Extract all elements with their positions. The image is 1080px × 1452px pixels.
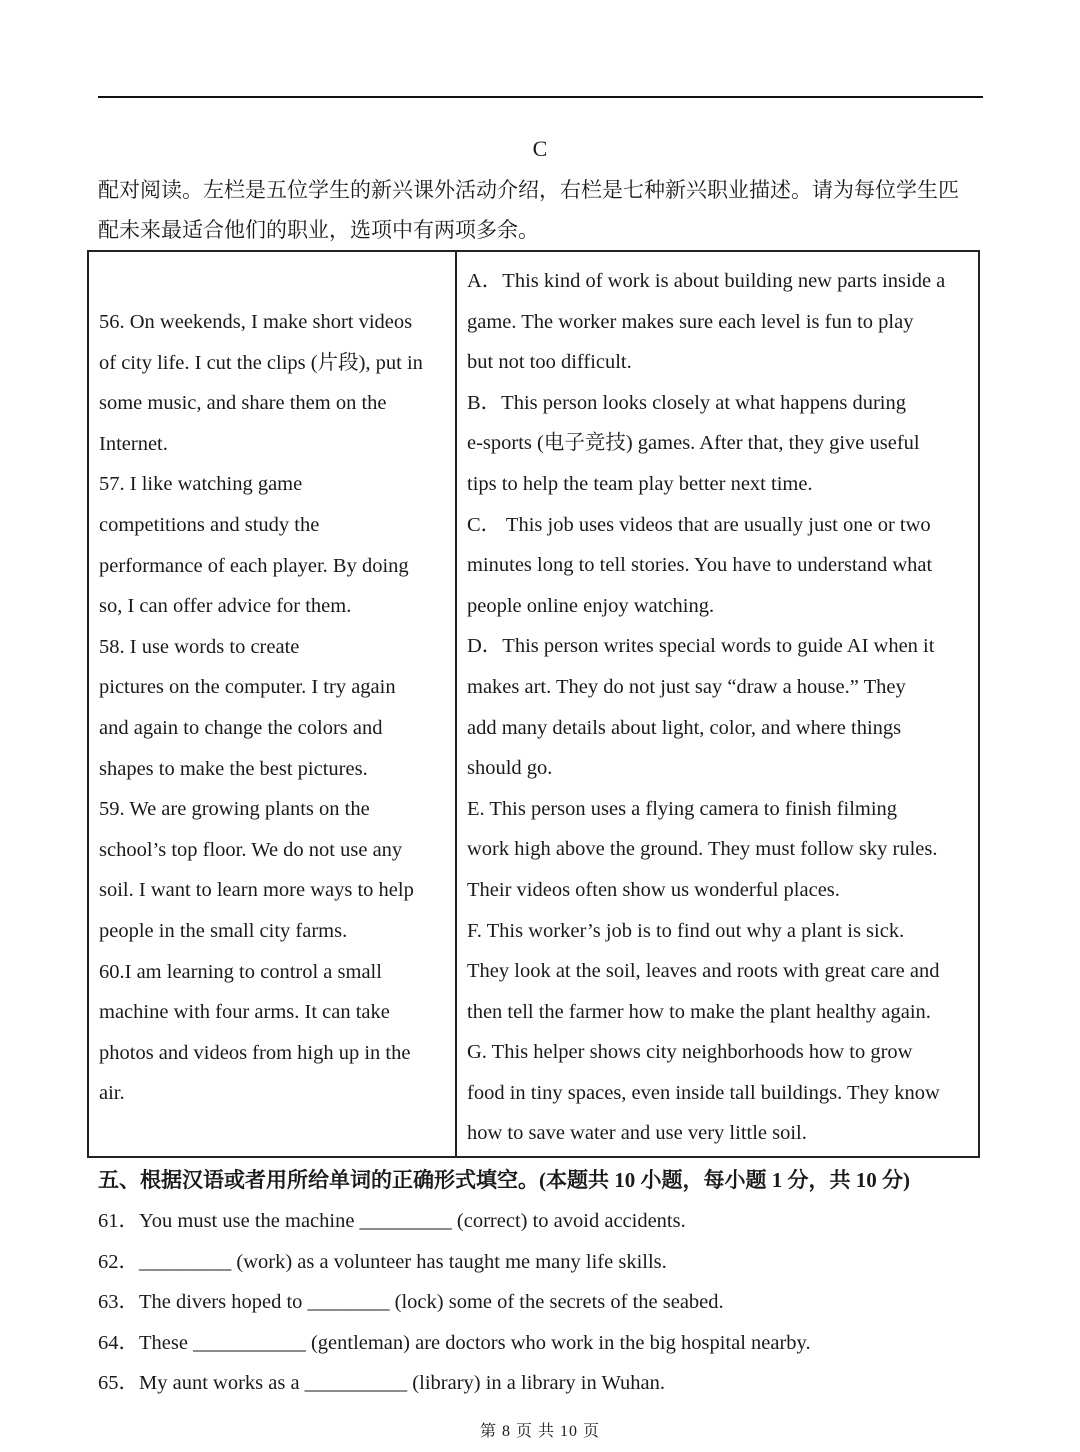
job-option-line: how to save water and use very little soil. [467,1122,807,1145]
student-descriptions-column [89,252,457,1156]
job-option-line: F. This worker’s job is to find out why a plant is sick. [467,919,905,942]
job-option-line: food in tiny spaces, even inside tall buildings. They know [467,1081,940,1104]
fill-item-63[interactable]: 63．The divers hoped to ________ (lock) some of the secrets of the seabed. [98,1291,724,1313]
job-option-line: B．This person looks closely at what happens during [467,391,906,414]
job-option-line: add many details about light, color, and where things [467,716,902,739]
job-option-line: A．This kind of work is about building new parts inside a [467,270,946,292]
job-option-line: makes art. They do not just say “draw a house.” They [467,675,906,698]
student-text-line: and again to change the colors and [99,716,383,739]
job-option-line: They look at the soil, leaves and roots with great care and [467,960,940,983]
fill-item-65[interactable]: 65．My aunt works as a __________ (library) in a library in Wuhan. [98,1372,665,1394]
matching-table [87,250,980,1158]
job-option-line: Their videos often show us wonderful places. [467,878,840,901]
fill-in-list [98,1201,811,1404]
student-text-line: competitions and study the [99,513,320,536]
job-option-line: D．This person writes special words to guide AI when it [467,635,935,658]
job-option-line: should go. [467,757,553,780]
student-text-line: of city life. I cut the clips (片段), put in [99,351,423,374]
student-text-line: so, I can offer advice for them. [99,595,352,618]
fill-section-heading: 五、根据汉语或者用所给单词的正确形式填空。(本题共 10 小题，每小题 1 分，共 10 分) [98,1168,910,1192]
fill-item-61[interactable]: 61．You must use the machine _________ (correct) to avoid accidents. [98,1210,686,1232]
job-option-line: but not too difficult. [467,351,632,374]
student-text-line: photos and videos from high up in the [99,1041,411,1064]
student-text-line: machine with four arms. It can take [99,1001,390,1024]
student-text-line: school’s top floor. We do not use any [99,838,403,861]
student-text-line: some music, and share them on the [99,392,387,415]
job-option-line: people online enjoy watching. [467,594,715,617]
job-option-line: game. The worker makes sure each level is fun to play [467,310,914,333]
job-option-line: work high above the ground. They must follow sky rules. [467,838,938,861]
job-option-line: C． This job uses videos that are usually just one or two [467,513,931,536]
job-option-line: e-sports (电子竞技) games. After that, they give useful [467,432,920,455]
student-text-line: 57. I like watching game [99,473,303,496]
student-text-line: 60.I am learning to control a small [99,960,382,983]
student-text-line: 56. On weekends, I make short videos [99,311,413,333]
fill-item-64[interactable]: 64．These ___________ (gentleman) are doctors who work in the big hospital nearby. [98,1331,811,1354]
student-text-line: soil. I want to learn more ways to help [99,879,414,902]
job-option-line: G. This helper shows city neighborhoods how to grow [467,1041,913,1064]
intro-line: 配对阅读。左栏是五位学生的新兴课外活动介绍，右栏是七种新兴职业描述。请为每位学生匹 [98,178,959,202]
student-text-line: 59. We are growing plants on the [99,798,370,821]
fill-item-62[interactable]: 62．_________ (work) as a volunteer has taught me many life skills. [98,1250,667,1273]
student-text-line: shapes to make the best pictures. [99,757,368,780]
job-option-line: tips to help the team play better next time. [467,472,813,495]
job-option-line: then tell the farmer how to make the plant healthy again. [467,1000,931,1023]
intro-instructions [98,170,983,250]
student-text-line: Internet. [99,432,168,455]
student-text-line: performance of each player. By doing [99,554,409,577]
student-text-line: people in the small city farms. [99,919,348,942]
job-option-line: minutes long to tell stories. You have to understand what [467,554,933,577]
page-footer: 第 8 页 共 10 页 [479,1423,600,1440]
job-options-column [457,252,978,1156]
intro-line: 配未来最适合他们的职业，选项中有两项多余。 [98,218,539,242]
section-letter: C [532,136,548,161]
student-text-line: 58. I use words to create [99,635,300,658]
header-rule [98,96,983,98]
student-text-line: pictures on the computer. I try again [99,676,396,699]
job-option-line: E. This person uses a flying camera to finish filming [467,797,898,820]
student-text-line: air. [99,1082,125,1105]
